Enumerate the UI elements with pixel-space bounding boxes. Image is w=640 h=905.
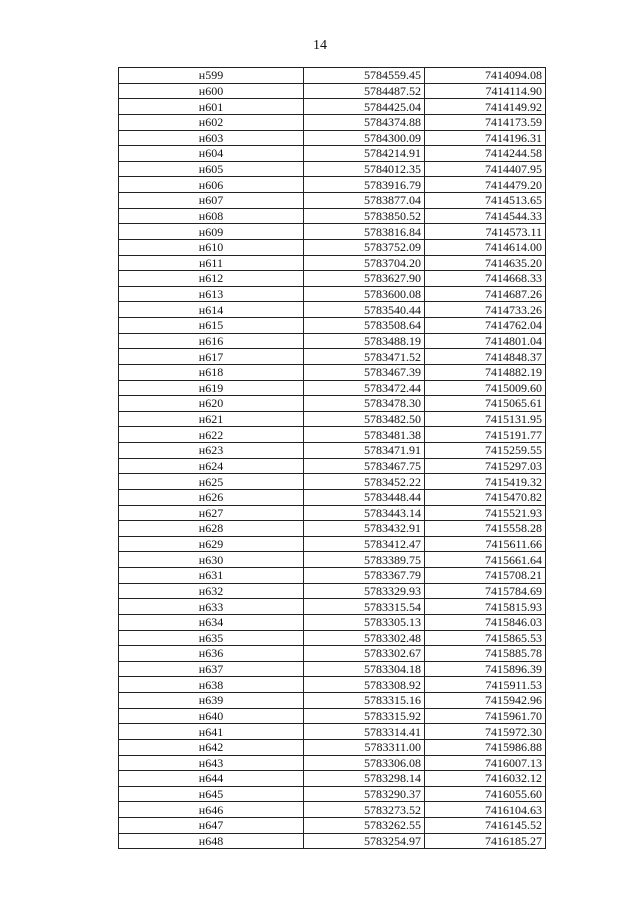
x-coordinate-cell: 5783467.75 (304, 458, 425, 474)
y-coordinate-cell: 7416185.27 (425, 833, 546, 849)
y-coordinate-cell: 7414762.04 (425, 318, 546, 334)
point-cell: н605 (119, 161, 304, 177)
table-row (119, 396, 546, 412)
y-coordinate-cell: 7414479.20 (425, 177, 546, 193)
table-row (119, 239, 546, 255)
x-coordinate-cell: 5783432.91 (304, 521, 425, 537)
point-cell: н636 (119, 646, 304, 662)
table-row (119, 161, 546, 177)
point-cell: н614 (119, 302, 304, 318)
point-cell: н644 (119, 771, 304, 787)
point-cell: н621 (119, 411, 304, 427)
y-coordinate-cell: 7415131.95 (425, 411, 546, 427)
point-cell: н603 (119, 130, 304, 146)
x-coordinate-cell: 5783367.79 (304, 568, 425, 584)
y-coordinate-cell: 7415661.64 (425, 552, 546, 568)
point-cell: н641 (119, 724, 304, 740)
table-row (119, 255, 546, 271)
table-row (119, 708, 546, 724)
y-coordinate-cell: 7415846.03 (425, 614, 546, 630)
point-cell: н615 (119, 318, 304, 334)
y-coordinate-cell: 7415815.93 (425, 599, 546, 615)
x-coordinate-cell: 5783290.37 (304, 786, 425, 802)
x-coordinate-cell: 5783467.39 (304, 364, 425, 380)
table-row (119, 755, 546, 771)
y-coordinate-cell: 7414114.90 (425, 83, 546, 99)
y-coordinate-cell: 7415784.69 (425, 583, 546, 599)
x-coordinate-cell: 5783305.13 (304, 614, 425, 630)
y-coordinate-cell: 7416104.63 (425, 802, 546, 818)
x-coordinate-cell: 5783443.14 (304, 505, 425, 521)
x-coordinate-cell: 5783472.44 (304, 380, 425, 396)
x-coordinate-cell: 5783304.18 (304, 661, 425, 677)
y-coordinate-cell: 7415961.70 (425, 708, 546, 724)
x-coordinate-cell: 5783262.55 (304, 818, 425, 834)
x-coordinate-cell: 5784425.04 (304, 99, 425, 115)
table-row (119, 380, 546, 396)
x-coordinate-cell: 5783752.09 (304, 239, 425, 255)
y-coordinate-cell: 7415191.77 (425, 427, 546, 443)
table-row (119, 677, 546, 693)
table-row (119, 318, 546, 334)
x-coordinate-cell: 5783306.08 (304, 755, 425, 771)
x-coordinate-cell: 5783816.84 (304, 224, 425, 240)
x-coordinate-cell: 5783315.92 (304, 708, 425, 724)
table-row (119, 693, 546, 709)
y-coordinate-cell: 7414687.26 (425, 286, 546, 302)
x-coordinate-cell: 5783412.47 (304, 536, 425, 552)
x-coordinate-cell: 5783311.00 (304, 739, 425, 755)
y-coordinate-cell: 7414635.20 (425, 255, 546, 271)
x-coordinate-cell: 5783471.91 (304, 443, 425, 459)
coordinates-table (118, 67, 546, 849)
table-row (119, 364, 546, 380)
table-row (119, 427, 546, 443)
y-coordinate-cell: 7415611.66 (425, 536, 546, 552)
x-coordinate-cell: 5783315.54 (304, 599, 425, 615)
point-cell: н631 (119, 568, 304, 584)
page-number: 14 (313, 38, 327, 53)
y-coordinate-cell: 7416145.52 (425, 818, 546, 834)
point-cell: н639 (119, 693, 304, 709)
y-coordinate-cell: 7415419.32 (425, 474, 546, 490)
y-coordinate-cell: 7415708.21 (425, 568, 546, 584)
y-coordinate-cell: 7414848.37 (425, 349, 546, 365)
x-coordinate-cell: 5783452.22 (304, 474, 425, 490)
point-cell: н645 (119, 786, 304, 802)
point-cell: н622 (119, 427, 304, 443)
point-cell: н648 (119, 833, 304, 849)
table-row (119, 521, 546, 537)
x-coordinate-cell: 5783448.44 (304, 489, 425, 505)
y-coordinate-cell: 7415896.39 (425, 661, 546, 677)
y-coordinate-cell: 7415470.82 (425, 489, 546, 505)
x-coordinate-cell: 5783850.52 (304, 208, 425, 224)
point-cell: н624 (119, 458, 304, 474)
y-coordinate-cell: 7414513.65 (425, 193, 546, 209)
x-coordinate-cell: 5783877.04 (304, 193, 425, 209)
point-cell: н619 (119, 380, 304, 396)
point-cell: н620 (119, 396, 304, 412)
point-cell: н611 (119, 255, 304, 271)
table-row (119, 614, 546, 630)
y-coordinate-cell: 7414407.95 (425, 161, 546, 177)
x-coordinate-cell: 5783298.14 (304, 771, 425, 787)
y-coordinate-cell: 7415297.03 (425, 458, 546, 474)
x-coordinate-cell: 5783481.38 (304, 427, 425, 443)
y-coordinate-cell: 7414573.11 (425, 224, 546, 240)
table-row (119, 474, 546, 490)
x-coordinate-cell: 5783273.52 (304, 802, 425, 818)
y-coordinate-cell: 7414544.33 (425, 208, 546, 224)
x-coordinate-cell: 5783478.30 (304, 396, 425, 412)
point-cell: н616 (119, 333, 304, 349)
table-row (119, 786, 546, 802)
table-row (119, 489, 546, 505)
x-coordinate-cell: 5784374.88 (304, 114, 425, 130)
table-row (119, 286, 546, 302)
point-cell: н609 (119, 224, 304, 240)
x-coordinate-cell: 5783329.93 (304, 583, 425, 599)
point-cell: н640 (119, 708, 304, 724)
point-cell: н626 (119, 489, 304, 505)
y-coordinate-cell: 7414173.59 (425, 114, 546, 130)
table-row (119, 646, 546, 662)
point-cell: н612 (119, 271, 304, 287)
point-cell: н635 (119, 630, 304, 646)
table-row (119, 739, 546, 755)
point-cell: н625 (119, 474, 304, 490)
table-row (119, 68, 546, 84)
table-row (119, 208, 546, 224)
y-coordinate-cell: 7415009.60 (425, 380, 546, 396)
table-row (119, 443, 546, 459)
table-row (119, 552, 546, 568)
x-coordinate-cell: 5783488.19 (304, 333, 425, 349)
point-cell: н628 (119, 521, 304, 537)
table-row (119, 536, 546, 552)
point-cell: н599 (119, 68, 304, 84)
y-coordinate-cell: 7414149.92 (425, 99, 546, 115)
x-coordinate-cell: 5783627.90 (304, 271, 425, 287)
y-coordinate-cell: 7414244.58 (425, 146, 546, 162)
table-row (119, 661, 546, 677)
point-cell: н637 (119, 661, 304, 677)
x-coordinate-cell: 5783704.20 (304, 255, 425, 271)
point-cell: н646 (119, 802, 304, 818)
table-row (119, 458, 546, 474)
table-row (119, 630, 546, 646)
y-coordinate-cell: 7416032.12 (425, 771, 546, 787)
table-row (119, 146, 546, 162)
x-coordinate-cell: 5783916.79 (304, 177, 425, 193)
y-coordinate-cell: 7415259.55 (425, 443, 546, 459)
table-row (119, 599, 546, 615)
point-cell: н600 (119, 83, 304, 99)
point-cell: н606 (119, 177, 304, 193)
point-cell: н634 (119, 614, 304, 630)
table-row (119, 302, 546, 318)
y-coordinate-cell: 7415885.78 (425, 646, 546, 662)
y-coordinate-cell: 7416055.60 (425, 786, 546, 802)
table-row (119, 349, 546, 365)
x-coordinate-cell: 5783471.52 (304, 349, 425, 365)
point-cell: н610 (119, 239, 304, 255)
table-row (119, 83, 546, 99)
x-coordinate-cell: 5783389.75 (304, 552, 425, 568)
y-coordinate-cell: 7416007.13 (425, 755, 546, 771)
table-row (119, 802, 546, 818)
y-coordinate-cell: 7414733.26 (425, 302, 546, 318)
point-cell: н623 (119, 443, 304, 459)
table-row (119, 583, 546, 599)
x-coordinate-cell: 5784487.52 (304, 83, 425, 99)
coordinates-table-body (119, 68, 546, 849)
table-row (119, 177, 546, 193)
x-coordinate-cell: 5783315.16 (304, 693, 425, 709)
table-row (119, 411, 546, 427)
table-row (119, 505, 546, 521)
point-cell: н629 (119, 536, 304, 552)
y-coordinate-cell: 7415986.88 (425, 739, 546, 755)
x-coordinate-cell: 5783482.50 (304, 411, 425, 427)
point-cell: н647 (119, 818, 304, 834)
table-row (119, 99, 546, 115)
point-cell: н630 (119, 552, 304, 568)
y-coordinate-cell: 7415972.30 (425, 724, 546, 740)
point-cell: н602 (119, 114, 304, 130)
point-cell: н633 (119, 599, 304, 615)
x-coordinate-cell: 5783314.41 (304, 724, 425, 740)
point-cell: н604 (119, 146, 304, 162)
table-row (119, 568, 546, 584)
x-coordinate-cell: 5784559.45 (304, 68, 425, 84)
x-coordinate-cell: 5783254.97 (304, 833, 425, 849)
table-row (119, 724, 546, 740)
point-cell: н601 (119, 99, 304, 115)
table-row (119, 130, 546, 146)
x-coordinate-cell: 5784300.09 (304, 130, 425, 146)
x-coordinate-cell: 5783308.92 (304, 677, 425, 693)
table-row (119, 333, 546, 349)
y-coordinate-cell: 7414196.31 (425, 130, 546, 146)
point-cell: н617 (119, 349, 304, 365)
y-coordinate-cell: 7415942.96 (425, 693, 546, 709)
point-cell: н627 (119, 505, 304, 521)
table-row (119, 833, 546, 849)
point-cell: н642 (119, 739, 304, 755)
point-cell: н613 (119, 286, 304, 302)
point-cell: н632 (119, 583, 304, 599)
table-row (119, 771, 546, 787)
point-cell: н638 (119, 677, 304, 693)
table-row (119, 114, 546, 130)
table-row (119, 224, 546, 240)
x-coordinate-cell: 5783540.44 (304, 302, 425, 318)
x-coordinate-cell: 5784214.91 (304, 146, 425, 162)
x-coordinate-cell: 5783600.08 (304, 286, 425, 302)
y-coordinate-cell: 7415865.53 (425, 630, 546, 646)
y-coordinate-cell: 7415521.93 (425, 505, 546, 521)
y-coordinate-cell: 7414094.08 (425, 68, 546, 84)
y-coordinate-cell: 7414882.19 (425, 364, 546, 380)
y-coordinate-cell: 7414614.00 (425, 239, 546, 255)
table-row (119, 193, 546, 209)
point-cell: н618 (119, 364, 304, 380)
y-coordinate-cell: 7414801.04 (425, 333, 546, 349)
point-cell: н643 (119, 755, 304, 771)
y-coordinate-cell: 7415558.28 (425, 521, 546, 537)
x-coordinate-cell: 5783508.64 (304, 318, 425, 334)
y-coordinate-cell: 7415065.61 (425, 396, 546, 412)
y-coordinate-cell: 7414668.33 (425, 271, 546, 287)
x-coordinate-cell: 5783302.67 (304, 646, 425, 662)
point-cell: н607 (119, 193, 304, 209)
table-row (119, 271, 546, 287)
table-row (119, 818, 546, 834)
x-coordinate-cell: 5783302.48 (304, 630, 425, 646)
point-cell: н608 (119, 208, 304, 224)
y-coordinate-cell: 7415911.53 (425, 677, 546, 693)
x-coordinate-cell: 5784012.35 (304, 161, 425, 177)
